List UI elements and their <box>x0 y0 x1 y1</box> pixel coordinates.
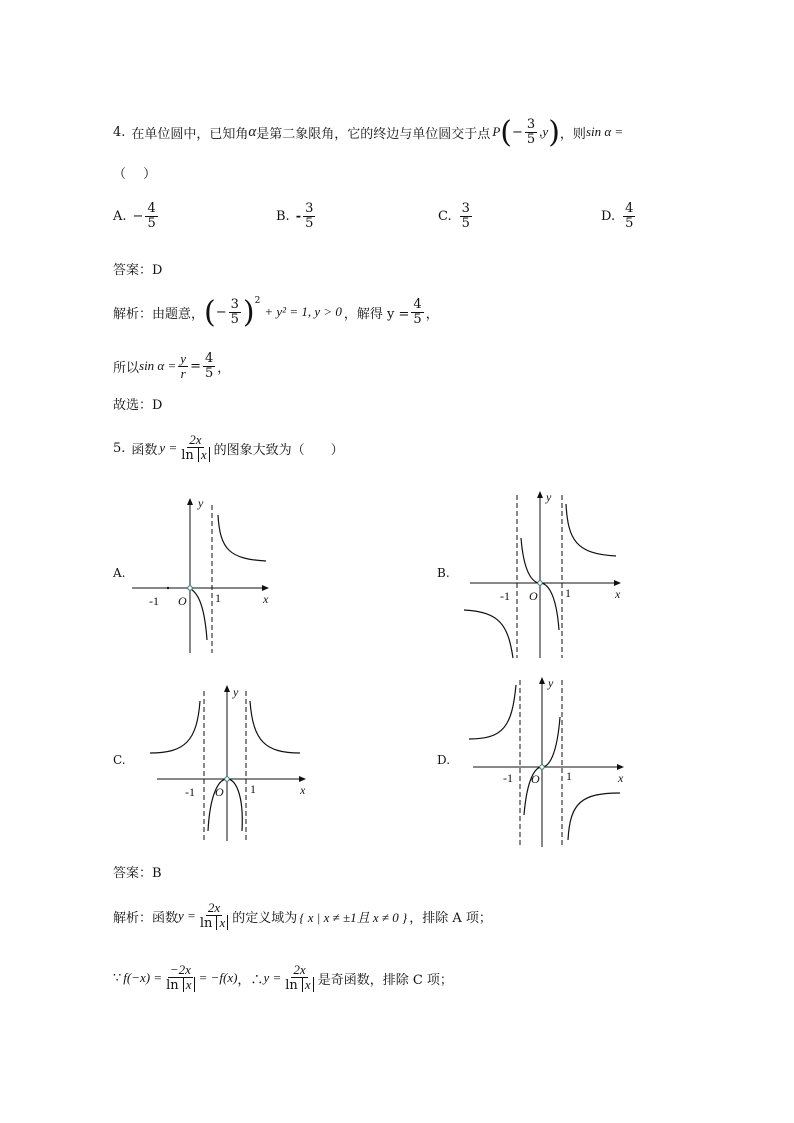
q5-graph-c-curve-left <box>150 701 200 753</box>
q5-a2-den2 <box>283 978 315 993</box>
q4-left-paren: ( <box>500 114 512 150</box>
q5-a2-abs-x: x <box>183 977 195 992</box>
q4-analysis-square: 2 <box>254 296 261 306</box>
q5-stem: 函数 <box>131 442 158 458</box>
q5-graph-d-origin-dot <box>540 765 544 769</box>
q5-a2-therefore: ∵ <box>113 970 122 986</box>
q5-a2-eq: = −f(x) <box>198 970 238 985</box>
q5-graph-a-neg1-label: -1 <box>149 594 159 608</box>
q4-stem: 在单位圆中，已知角 <box>131 126 249 142</box>
q4-stem2: 是第二象限角，它的终边与单位圆交于点 <box>256 126 491 142</box>
q4-option-a-label: A. <box>113 208 127 224</box>
q5-graph-a-neg1-dot <box>167 587 169 589</box>
q4-sin-alpha: sin α = <box>585 124 624 139</box>
q5-a2-y: y = <box>263 970 282 985</box>
q4-analysis-frac <box>229 298 241 326</box>
q4-analysis-line <box>113 292 439 332</box>
q5-graph-d-one-label: 1 <box>566 769 572 783</box>
q4-option-a-den: 5 <box>147 215 156 231</box>
q5-graph-b <box>460 490 630 660</box>
q4-so-sin: sin α = <box>139 358 177 373</box>
q4-so-tail: ， <box>217 360 231 376</box>
q4-bracket: （ ） <box>113 167 157 182</box>
q5-func-num: 2x <box>189 432 202 448</box>
q5-graph-a-y-label: y <box>198 496 204 510</box>
q5-graph-b-curve-left <box>464 610 513 658</box>
q4-so-r: r <box>180 365 186 381</box>
q5-graph-d-y-label: y <box>548 676 554 690</box>
q4-analysis-rparen: ) <box>242 294 255 330</box>
q5-a2-abs-x2: x <box>302 977 314 992</box>
q5-a2-num: −2x <box>169 962 191 978</box>
q5-func-lhs: y = <box>159 440 178 455</box>
q5-a1-tail: ，排除 A 项； <box>409 910 492 926</box>
q4-option-d-den: 5 <box>625 215 634 231</box>
q5-graph-a-x-label: x <box>263 592 269 606</box>
q5-func-ln: ln <box>181 448 194 463</box>
q4-option-c <box>438 202 474 230</box>
q4-analysis-prefix: 解析：由题意， <box>113 306 205 322</box>
q5-stem-line <box>113 428 344 468</box>
q4-so-line <box>113 348 230 384</box>
q4-option-b-frac <box>303 202 315 230</box>
q5-func-frac <box>179 433 211 462</box>
q5-a2-frac2 <box>283 963 315 992</box>
q4-analysis-minus: − <box>215 304 227 320</box>
q5-func-abs-x: x <box>198 447 210 462</box>
q5-func-den <box>179 448 211 463</box>
q5-graph-c-neg1-label: -1 <box>185 785 195 799</box>
q4-point-num: 3 <box>526 116 536 132</box>
q4-so-eq: = <box>190 358 201 374</box>
q5-a1-y: y = <box>178 908 196 923</box>
q5-graph-c-origin-dot <box>225 777 229 781</box>
q4-so-val-den: 5 <box>204 365 214 381</box>
q4-option-d <box>601 202 637 230</box>
q5-a1-ln: ln <box>199 916 213 931</box>
q5-graph-b-label: B. <box>437 566 450 580</box>
q4-analysis-eq: + y² = 1, y > 0 <box>264 304 342 319</box>
q5-graph-d-origin-label: O <box>531 772 540 786</box>
q4-analysis-frac-den: 5 <box>230 311 239 327</box>
q4-analysis-val-den: 5 <box>413 311 422 327</box>
q5-a2-den <box>164 978 196 993</box>
q4-answer: 答案：D <box>113 263 163 278</box>
q4-comma-y: ,y <box>539 124 549 139</box>
q5-graph-c-y-label: y <box>233 685 239 699</box>
q5-graph-b-curve-right <box>566 504 616 556</box>
q4-choose: 故选：D <box>113 398 163 413</box>
q4-so-val-num: 4 <box>204 350 214 366</box>
q5-a1-den <box>198 916 230 931</box>
q5-graph-a <box>130 495 280 655</box>
q4-option-c-num: 3 <box>461 201 470 216</box>
q5-number: 5. <box>113 440 126 456</box>
q5-graph-c-curve-middle <box>208 779 242 831</box>
q4-option-b <box>276 202 317 230</box>
q5-a1-mid: 的定义域为 <box>232 910 298 926</box>
q4-option-a-frac <box>145 202 157 230</box>
q5-graph-c-one-label: 1 <box>250 782 256 796</box>
q4-analysis-val-num: 4 <box>413 296 422 312</box>
q5-analysis-line2 <box>113 956 453 1000</box>
q4-stem3: ，则 <box>559 126 586 142</box>
q5-graph-c <box>145 683 315 843</box>
q5-a1-num: 2x <box>207 900 221 916</box>
q5-graph-a-curve-left <box>190 588 207 640</box>
q5-graph-a-label: A. <box>113 566 126 580</box>
q5-graph-c-x-label: x <box>300 783 306 797</box>
q5-graph-c-label: C. <box>113 753 126 767</box>
q4-option-d-frac <box>623 202 635 230</box>
q5-a2-comma: ，∴ <box>237 972 264 988</box>
q4-so-ratio <box>178 352 188 380</box>
q5-graph-b-x-label: x <box>615 587 621 601</box>
q5-graph-b-origin-dot <box>538 581 542 585</box>
q4-option-d-label: D. <box>601 208 616 224</box>
q5-answer: 答案：B <box>113 866 162 881</box>
q4-stem-line <box>113 112 623 152</box>
q5-a2-frac <box>164 963 196 992</box>
q4-point-p: P <box>492 124 501 139</box>
q5-graph-c-origin-label: O <box>215 785 224 799</box>
q4-option-a-sign: − <box>132 208 144 224</box>
q5-a1-frac <box>198 901 230 930</box>
q5-graph-a-one-label: 1 <box>215 591 221 605</box>
q5-graph-a-curve-right <box>218 515 266 561</box>
q5-graph-d-curve-left <box>469 685 516 739</box>
q4-number: 4. <box>113 124 126 140</box>
q4-analysis-lparen: ( <box>204 294 216 330</box>
q5-a1-prefix: 解析：函数 <box>113 910 179 926</box>
q4-analysis-frac-num: 3 <box>230 296 239 312</box>
q4-option-b-sign: - <box>295 208 302 224</box>
q4-alpha: α <box>248 123 257 140</box>
q5-graph-b-neg1-label: -1 <box>500 589 510 603</box>
q5-graph-d-neg1-label: -1 <box>503 771 513 785</box>
q4-option-c-den: 5 <box>461 215 470 231</box>
q4-option-b-num: 3 <box>305 201 314 216</box>
q4-analysis-tail: ， <box>425 306 439 322</box>
q5-a2-ln2: ln <box>285 978 298 993</box>
q5-graph-a-origin-label: O <box>178 594 187 608</box>
q4-option-a <box>113 202 160 230</box>
q4-option-c-label: C. <box>438 208 452 224</box>
q5-graph-a-origin-dot <box>188 586 192 590</box>
q4-point-frac <box>525 118 537 146</box>
q5-graph-b-y-label: y <box>546 490 552 504</box>
q4-option-c-frac <box>460 202 472 230</box>
q5-a1-set: { x | x ≠ ±1且 x ≠ 0 } <box>299 909 408 925</box>
q5-graph-d-curve-right <box>568 793 620 840</box>
q5-a2-num2: 2x <box>293 962 306 978</box>
q4-option-b-den: 5 <box>305 215 314 231</box>
q4-point-den: 5 <box>526 131 536 147</box>
q5-a2-tail: 是奇函数，排除 C 项； <box>317 972 453 988</box>
q4-right-paren: ) <box>548 114 560 150</box>
q5-graph-d-x-label: x <box>618 771 624 785</box>
q5-a2-ln: ln <box>166 978 179 993</box>
q5-graph-b-origin-label: O <box>529 589 538 603</box>
q4-so-prefix: 所以 <box>113 360 140 376</box>
q5-graph-d <box>465 675 630 850</box>
q4-analysis-solve: ，解得 y = <box>343 306 410 322</box>
q4-minus: − <box>511 124 523 140</box>
q5-a2-f: f(−x) = <box>123 970 163 985</box>
q4-option-d-num: 4 <box>625 201 634 216</box>
q4-option-a-num: 4 <box>147 201 156 216</box>
q5-stem2: 的图象大致为（ ） <box>213 442 344 458</box>
q5-a1-abs-x: x <box>216 915 228 930</box>
q4-analysis-val <box>411 298 423 326</box>
q4-option-b-label: B. <box>276 208 290 224</box>
q5-graph-c-curve-right <box>250 701 300 753</box>
q4-so-val <box>203 352 215 380</box>
q5-graph-b-one-label: 1 <box>565 586 571 600</box>
q5-graph-d-label: D. <box>437 753 451 767</box>
q4-so-y: y <box>180 350 187 366</box>
q5-analysis-line1 <box>113 894 492 938</box>
